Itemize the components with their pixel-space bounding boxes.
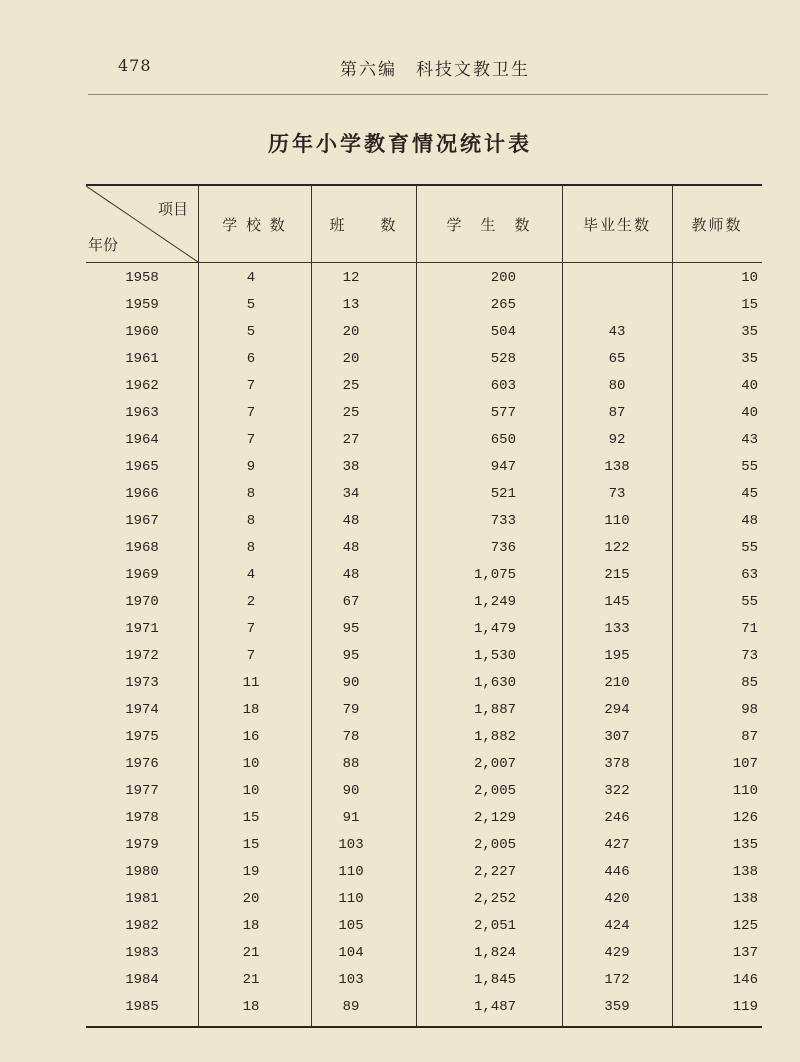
table-row (86, 454, 762, 481)
table-row (86, 697, 762, 724)
cell-students: 1,845 (473, 972, 516, 988)
cell-graduates: 210 (604, 675, 630, 691)
cell-year: 1984 (125, 972, 159, 988)
section-title: 第六编 科技文教卫生 (340, 60, 530, 80)
cell-teachers: 40 (741, 405, 758, 421)
cell-students: 1,530 (473, 648, 516, 664)
cell-teachers: 40 (741, 378, 758, 394)
table-row (86, 751, 762, 778)
page-number: 478 (118, 56, 152, 75)
cell-students: 1,824 (473, 945, 516, 961)
cell-teachers: 71 (741, 621, 758, 637)
cell-graduates: 246 (604, 810, 630, 826)
cell-graduates: 172 (604, 972, 630, 988)
cell-teachers: 48 (741, 513, 758, 529)
table-row (86, 346, 762, 373)
cell-year: 1985 (125, 999, 159, 1015)
cell-schools: 2 (246, 594, 256, 610)
cell-teachers: 146 (732, 972, 758, 988)
cell-students: 2,227 (473, 864, 516, 880)
table-row (86, 859, 762, 886)
cell-schools: 7 (246, 648, 256, 664)
cell-students: 2,005 (473, 783, 516, 799)
cell-classes: 20 (342, 351, 360, 367)
cell-year: 1962 (125, 378, 159, 394)
cell-teachers: 125 (732, 918, 758, 934)
cell-classes: 79 (342, 702, 360, 718)
cell-students: 528 (490, 351, 516, 367)
corner-label-year: 年份 (88, 236, 119, 254)
cell-year: 1973 (125, 675, 159, 691)
table-row (86, 805, 762, 832)
cell-teachers: 87 (741, 729, 758, 745)
table-row (86, 481, 762, 508)
cell-schools: 7 (246, 621, 256, 637)
cell-year: 1960 (125, 324, 159, 340)
cell-students: 650 (490, 432, 516, 448)
cell-year: 1977 (125, 783, 159, 799)
cell-schools: 20 (242, 891, 260, 907)
cell-year: 1958 (125, 270, 159, 286)
cell-classes: 27 (342, 432, 360, 448)
cell-schools: 7 (246, 378, 256, 394)
cell-graduates: 145 (604, 594, 630, 610)
cell-students: 504 (490, 324, 516, 340)
cell-classes: 89 (342, 999, 360, 1015)
cell-graduates: 195 (604, 648, 630, 664)
cell-schools: 15 (242, 837, 260, 853)
cell-teachers: 35 (741, 324, 758, 340)
cell-students: 736 (490, 540, 516, 556)
cell-classes: 12 (342, 270, 360, 286)
table-row (86, 778, 762, 805)
cell-graduates: 110 (604, 513, 630, 529)
cell-graduates: 87 (608, 405, 626, 421)
table-row (86, 724, 762, 751)
cell-schools: 15 (242, 810, 260, 826)
cell-teachers: 35 (741, 351, 758, 367)
cell-graduates: 322 (604, 783, 630, 799)
cell-schools: 5 (246, 297, 256, 313)
cell-classes: 13 (342, 297, 360, 313)
cell-classes: 95 (342, 621, 360, 637)
cell-year: 1963 (125, 405, 159, 421)
cell-graduates: 378 (604, 756, 630, 772)
cell-graduates: 294 (604, 702, 630, 718)
cell-year: 1970 (125, 594, 159, 610)
table-row (86, 400, 762, 427)
cell-schools: 18 (242, 918, 260, 934)
cell-teachers: 55 (741, 459, 758, 475)
cell-students: 1,487 (473, 999, 516, 1015)
cell-year: 1983 (125, 945, 159, 961)
cell-teachers: 98 (741, 702, 758, 718)
cell-classes: 88 (342, 756, 360, 772)
table-row (86, 832, 762, 859)
cell-graduates: 138 (604, 459, 630, 475)
cell-schools: 18 (242, 999, 260, 1015)
cell-students: 1,882 (473, 729, 516, 745)
cell-year: 1961 (125, 351, 159, 367)
table-row (86, 535, 762, 562)
cell-classes: 48 (342, 540, 360, 556)
cell-year: 1976 (125, 756, 159, 772)
cell-schools: 11 (242, 675, 260, 691)
table-row (86, 913, 762, 940)
cell-teachers: 119 (732, 999, 758, 1015)
table-row (86, 373, 762, 400)
column-header-students: 学 生 数 (446, 216, 532, 234)
statistics-table (86, 184, 762, 1028)
cell-graduates: 133 (604, 621, 630, 637)
cell-schools: 6 (246, 351, 256, 367)
cell-graduates: 92 (608, 432, 626, 448)
cell-teachers: 110 (732, 783, 758, 799)
cell-teachers: 107 (732, 756, 758, 772)
cell-students: 733 (490, 513, 516, 529)
cell-schools: 4 (246, 270, 256, 286)
cell-classes: 90 (342, 783, 360, 799)
cell-schools: 8 (246, 540, 256, 556)
cell-teachers: 73 (741, 648, 758, 664)
cell-teachers: 15 (741, 297, 758, 313)
cell-graduates: 427 (604, 837, 630, 853)
cell-year: 1971 (125, 621, 159, 637)
cell-year: 1965 (125, 459, 159, 475)
cell-classes: 105 (338, 918, 364, 934)
column-header-classes: 班 数 (329, 216, 398, 234)
table-row (86, 319, 762, 346)
table-row (86, 967, 762, 994)
cell-classes: 48 (342, 513, 360, 529)
cell-classes: 38 (342, 459, 360, 475)
column-header-teachers: 教师数 (691, 216, 743, 234)
cell-graduates: 307 (604, 729, 630, 745)
cell-classes: 25 (342, 378, 360, 394)
table-row (86, 427, 762, 454)
table-row (86, 508, 762, 535)
cell-teachers: 43 (741, 432, 758, 448)
table-row (86, 643, 762, 670)
cell-graduates: 420 (604, 891, 630, 907)
cell-students: 1,887 (473, 702, 516, 718)
cell-year: 1981 (125, 891, 159, 907)
table-row (86, 994, 762, 1021)
column-header-schools: 学 校 数 (222, 216, 287, 234)
cell-students: 2,252 (473, 891, 516, 907)
cell-students: 521 (490, 486, 516, 502)
cell-graduates: 215 (604, 567, 630, 583)
cell-graduates: 80 (608, 378, 626, 394)
cell-classes: 104 (338, 945, 364, 961)
cell-year: 1969 (125, 567, 159, 583)
cell-graduates: 122 (604, 540, 630, 556)
cell-year: 1980 (125, 864, 159, 880)
cell-students: 200 (490, 270, 516, 286)
cell-schools: 19 (242, 864, 260, 880)
cell-teachers: 63 (741, 567, 758, 583)
cell-classes: 103 (338, 972, 364, 988)
cell-graduates: 43 (608, 324, 626, 340)
cell-graduates: 429 (604, 945, 630, 961)
cell-teachers: 45 (741, 486, 758, 502)
cell-teachers: 55 (741, 594, 758, 610)
cell-students: 2,005 (473, 837, 516, 853)
cell-schools: 7 (246, 432, 256, 448)
cell-schools: 7 (246, 405, 256, 421)
cell-schools: 18 (242, 702, 260, 718)
table-row (86, 589, 762, 616)
cell-schools: 9 (246, 459, 256, 475)
cell-year: 1974 (125, 702, 159, 718)
page-header (0, 0, 800, 100)
cell-teachers: 138 (732, 891, 758, 907)
table-row (86, 265, 762, 292)
cell-classes: 20 (342, 324, 360, 340)
cell-graduates: 424 (604, 918, 630, 934)
cell-schools: 4 (246, 567, 256, 583)
cell-classes: 110 (338, 891, 364, 907)
cell-year: 1982 (125, 918, 159, 934)
cell-year: 1968 (125, 540, 159, 556)
cell-students: 1,630 (473, 675, 516, 691)
cell-classes: 91 (342, 810, 360, 826)
table-row (86, 616, 762, 643)
cell-year: 1959 (125, 297, 159, 313)
cell-year: 1964 (125, 432, 159, 448)
cell-classes: 78 (342, 729, 360, 745)
cell-students: 1,249 (473, 594, 516, 610)
cell-schools: 21 (242, 945, 260, 961)
cell-teachers: 10 (741, 270, 758, 286)
cell-year: 1966 (125, 486, 159, 502)
cell-schools: 16 (242, 729, 260, 745)
cell-students: 577 (490, 405, 516, 421)
cell-schools: 8 (246, 513, 256, 529)
cell-classes: 95 (342, 648, 360, 664)
cell-students: 2,051 (473, 918, 516, 934)
cell-students: 2,007 (473, 756, 516, 772)
table-body (86, 265, 762, 1021)
cell-year: 1972 (125, 648, 159, 664)
header-divider (88, 94, 768, 95)
cell-teachers: 138 (732, 864, 758, 880)
table-row (86, 670, 762, 697)
table-row (86, 886, 762, 913)
cell-schools: 21 (242, 972, 260, 988)
cell-students: 603 (490, 378, 516, 394)
cell-classes: 25 (342, 405, 360, 421)
cell-schools: 5 (246, 324, 256, 340)
cell-students: 265 (490, 297, 516, 313)
cell-graduates: 446 (604, 864, 630, 880)
table-row (86, 562, 762, 589)
cell-teachers: 135 (732, 837, 758, 853)
cell-students: 947 (490, 459, 516, 475)
table-row (86, 292, 762, 319)
cell-students: 2,129 (473, 810, 516, 826)
table-title: 历年小学教育情况统计表 (268, 132, 532, 156)
cell-year: 1967 (125, 513, 159, 529)
cell-teachers: 126 (732, 810, 758, 826)
cell-classes: 103 (338, 837, 364, 853)
cell-schools: 8 (246, 486, 256, 502)
cell-students: 1,479 (473, 621, 516, 637)
cell-classes: 90 (342, 675, 360, 691)
cell-year: 1975 (125, 729, 159, 745)
cell-graduates: 359 (604, 999, 630, 1015)
cell-schools: 10 (242, 783, 260, 799)
cell-graduates: 73 (608, 486, 626, 502)
cell-year: 1978 (125, 810, 159, 826)
cell-classes: 67 (342, 594, 360, 610)
cell-year: 1979 (125, 837, 159, 853)
cell-teachers: 137 (732, 945, 758, 961)
cell-graduates: 65 (608, 351, 626, 367)
cell-classes: 48 (342, 567, 360, 583)
column-header-graduates: 毕业生数 (582, 216, 651, 234)
table-row (86, 940, 762, 967)
cell-schools: 10 (242, 756, 260, 772)
cell-students: 1,075 (473, 567, 516, 583)
cell-classes: 34 (342, 486, 360, 502)
table-header-row (86, 186, 762, 263)
cell-teachers: 55 (741, 540, 758, 556)
cell-classes: 110 (338, 864, 364, 880)
cell-teachers: 85 (741, 675, 758, 691)
corner-label-item: 项目 (158, 200, 189, 218)
